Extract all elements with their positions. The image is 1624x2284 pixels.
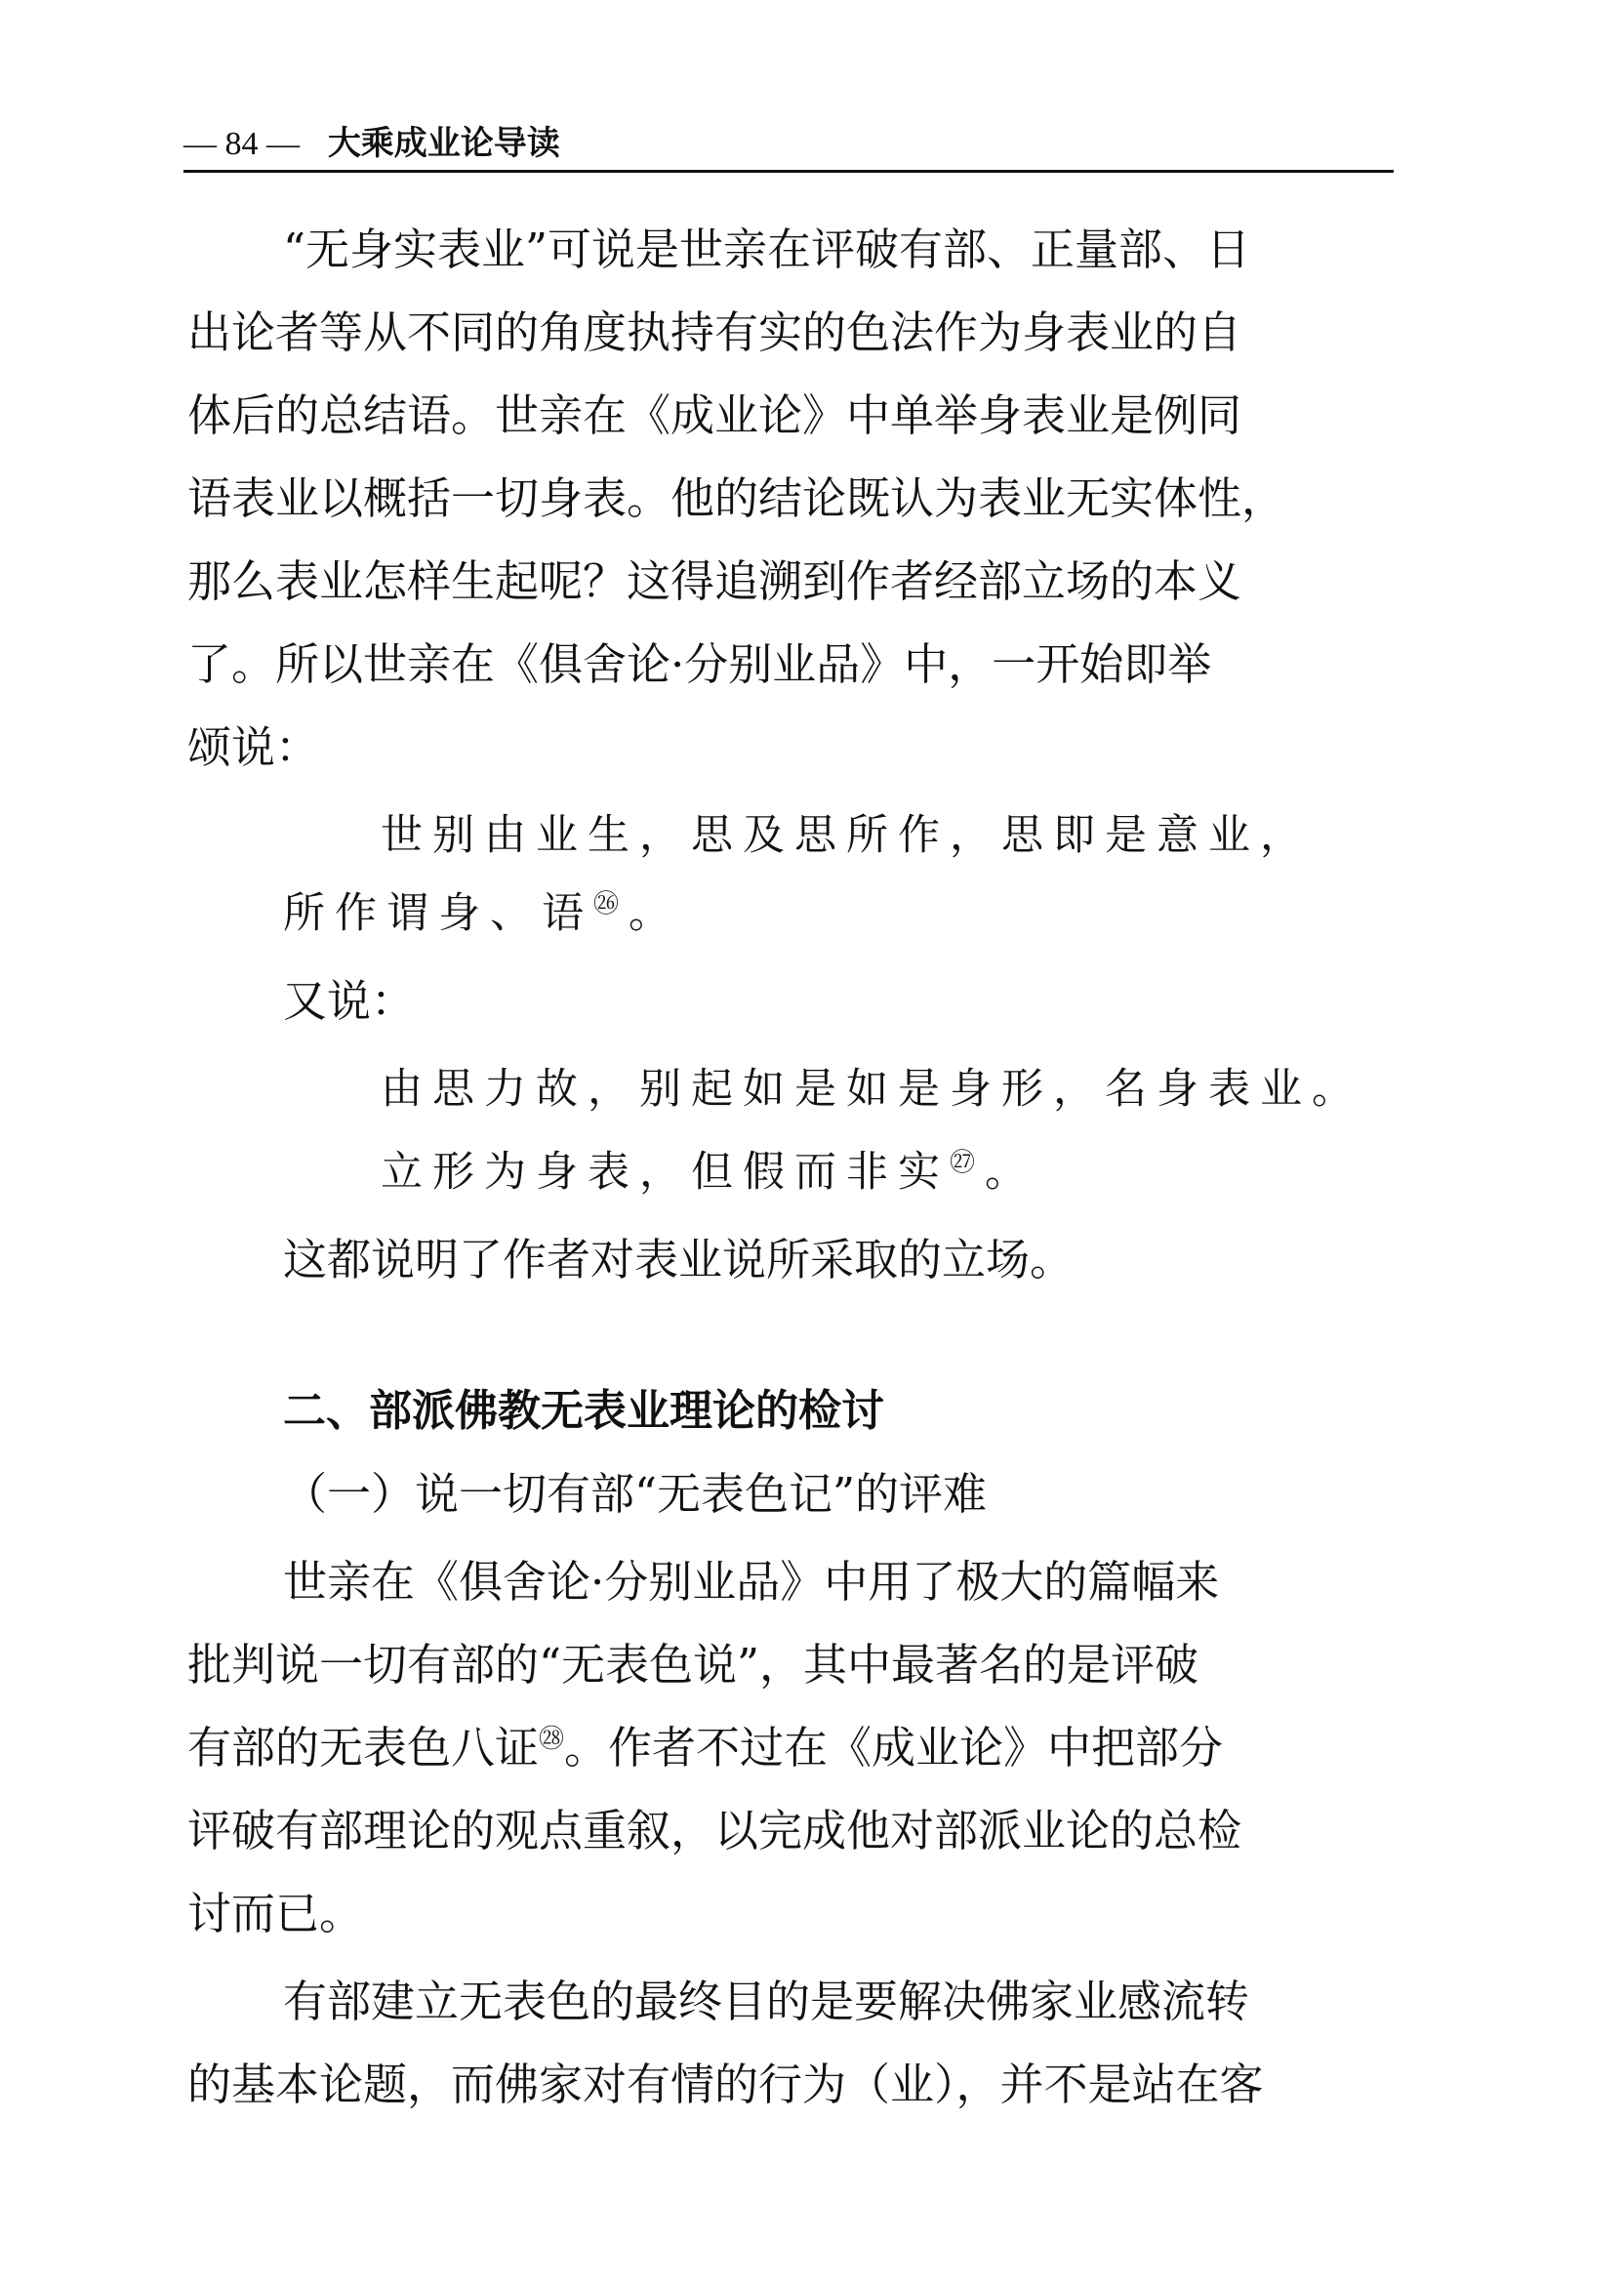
verse-quote-end: 。 (985, 1148, 1037, 1197)
paragraph-line: 的基本论题，而佛家对有情的行为（业），并不是站在客 (187, 2059, 1264, 2110)
page-number: — 84 — (183, 126, 300, 162)
paragraph-line: 评破有部理论的观点重叙，以完成他对部派业论的总检 (187, 1805, 1242, 1856)
verse-quote-line: 世别由业生，思及思所作，思即是意业， (381, 811, 1312, 860)
verse-quote-text: 所作谓身、语 (283, 889, 593, 938)
book-title: 大乘成业论导读 (327, 124, 560, 163)
subsection-heading: （一）说一切有部“无表色记”的评难 (283, 1468, 988, 1520)
paragraph-line: 批判说一切有部的“无表色说”，其中最著名的是评破 (187, 1639, 1199, 1691)
verse-quote-line (283, 884, 680, 943)
paragraph-line: 那么表业怎样生起呢？这得追溯到作者经部立场的本义 (187, 555, 1242, 607)
paragraph-line: 体后的总结语。世亲在《成业论》中单举身表业是例同 (187, 389, 1242, 441)
paragraph-text: 。作者不过在《成业论》中把部分 (564, 1722, 1224, 1774)
footnote-marker[interactable]: ㉘ (539, 1725, 565, 1754)
paragraph-line: 讨而已。 (187, 1888, 364, 1939)
running-header (183, 117, 1394, 173)
paragraph-line: 又说： (283, 975, 416, 1027)
paragraph-line: 了。所以世亲在《俱舍论·分别业品》中，一开始即举 (187, 638, 1212, 690)
verse-quote-line: 由思力故，别起如是如是身形，名身表业。 (381, 1065, 1363, 1114)
paragraph-line: 有部建立无表色的最终目的是要解决佛家业感流转 (283, 1976, 1250, 2027)
verse-quote-text: 立形为身表，但假而非实 (381, 1148, 950, 1197)
paragraph-text: 有部的无表色八证 (187, 1722, 540, 1774)
paragraph-line: “无身实表业”可说是世亲在评破有部、正量部、日 (283, 224, 1251, 275)
paragraph-line: 出论者等从不同的角度执持有实的色法作为身表业的自 (187, 306, 1242, 358)
footnote-marker[interactable]: ㉗ (950, 1148, 986, 1178)
section-heading: 二、部派佛教无表业理论的检讨 (283, 1386, 884, 1436)
paragraph-line (187, 1719, 1223, 1777)
verse-quote-line (381, 1143, 1036, 1202)
paragraph-line: 颂说： (187, 721, 320, 773)
paragraph-line: 世亲在《俱舍论·分别业品》中用了极大的篇幅来 (283, 1556, 1220, 1608)
paragraph-line: 这都说明了作者对表业说所采取的立场。 (283, 1234, 1075, 1285)
footnote-marker[interactable]: ㉖ (593, 889, 629, 919)
verse-quote-end: 。 (629, 889, 681, 938)
paragraph-line: 语表业以概括一切身表。他的结论既认为表业无实体性， (187, 472, 1286, 524)
